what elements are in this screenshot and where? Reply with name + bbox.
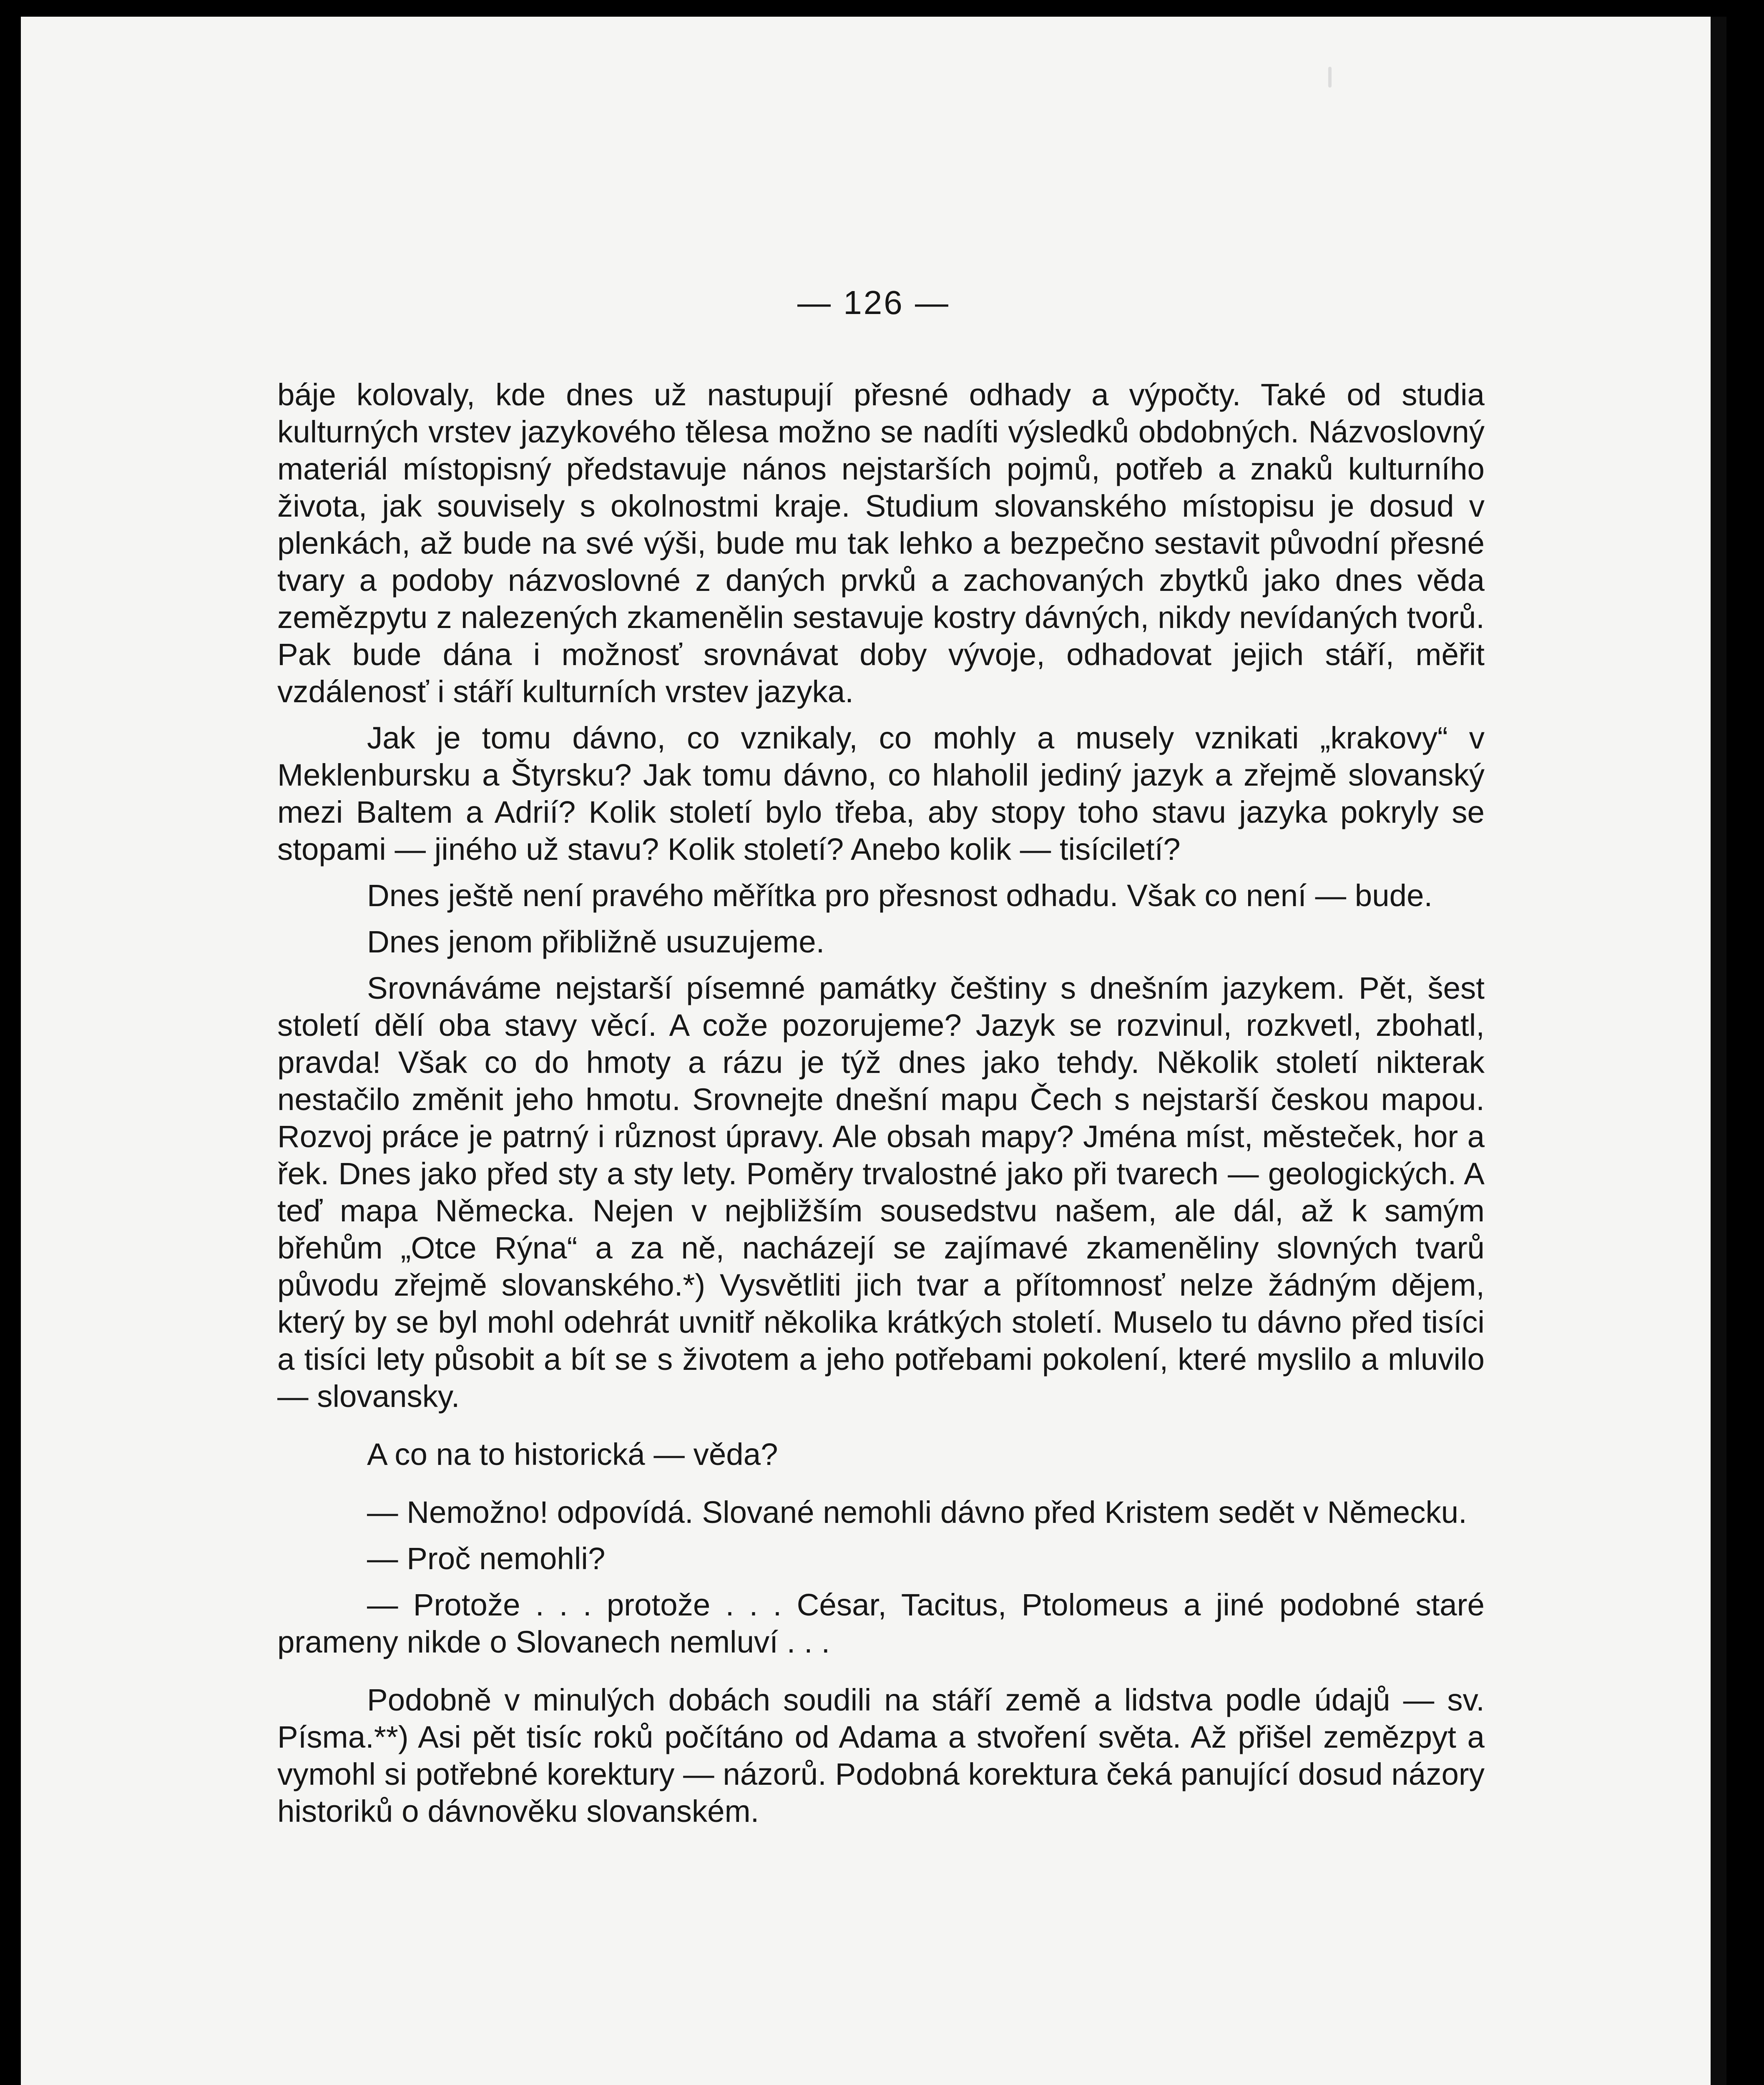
paragraph: Jak je tomu dávno, co vznikaly, co mohly a musely vznikati „krakovy“ v Meklenbursku a Štyrsku? Jak tomu dávno, co hlaholil jediný jazyk a zřejmě slovanský mezi Baltem a Adrií? Kolik století bylo třeba, aby stopy toho stavu jazyka pokryly se stopami — jiného už stavu? Kolik století? Anebo kolik — tisíciletí? (277, 721, 1485, 867)
paragraph: — Nemožno! odpovídá. Slované nemohli dávno před Kristem sedět v Německu. (367, 1495, 1467, 1530)
paragraph: báje kolovaly, kde dnes už nastupují přesné odhady a výpočty. Také od studia kulturných vrstev jazykového tělesa možno se nadíti výsledků obdobných. Názvoslovný materiál místopisný představuje nános nejstarších pojmů, potřeb a znaků kulturního života, jak souvisely s okolnostmi kraje. Studium slovanského místopisu je dosud v plenkách, až bude na své výši, bude mu tak lehko a bezpečno sestavit původní přesné tvary a podoby názvoslovné z daných prvků a zachovaných zbytků jako dnes věda zemězpytu z nalezených zkamenělin sestavuje kostry dávných, nikdy nevídaných tvorů. Pak bude dána i možnosť srovnávat doby vývoje, odhadovat jejich stáří, měřit vzdálenosť i stáří kulturních vrstev jazyka. (277, 377, 1485, 709)
paragraph: Srovnáváme nejstarší písemné památky češtiny s dnešním jazykem. Pět, šest století dělí oba stavy věcí. A cože pozorujeme? Jazyk se rozvinul, rozkvetl, zbohatl, pravda! Však co do hmoty a rázu je týž dnes jako tehdy. Několik století nikterak nestačilo změnit jeho hmotu. Srovnejte dnešní mapu Čech s nejstarší českou mapou. Rozvoj práce je patrný i různost úpravy. Ale obsah mapy? Jména míst, městeček, hor a řek. Dnes jako před sty a sty lety. Poměry trvalostné jako při tvarech — geologických. A teď mapa Německa. Nejen v nejbližším sousedstvu našem, ale dál, až k samým břehům „Otce Rýna“ a za ně, nacházejí se zajímavé zkameněliny slovných tvarů původu zřejmě slovanského.*) Vysvětliti jich tvar a přítomnosť nelze žádným dějem, který by se byl mohl odehrát uvnitř několika krátkých století. Muselo tu dávno před tisíci a tisíci lety působit a bít se s životem a jeho potřebami pokolení, které myslilo a mluvilo — slovansky. (277, 971, 1485, 1414)
paragraph: — Protože . . . protože . . . César, Tacitus, Ptolomeus a jiné podobné staré prameny nikde o Slovanech nemluví . . . (277, 1588, 1485, 1659)
scanned-page (21, 17, 1726, 2085)
binding-shadow (1711, 17, 1726, 2085)
paragraph: A co na to historická — věda? (367, 1437, 778, 1472)
paragraph: Podobně v minulých dobách soudili na stáří země a lidstva podle údajů — sv. Písma.**) Asi pět tisíc roků počítáno od Adama a stvoření světa. Až přišel zemězpyt a vymohl si potřebné korektury — názorů. Podobná korektura čeká panující dosud názory historiků o dávnověku slovanském. (277, 1683, 1485, 1829)
paragraph: Dnes ještě není pravého měřítka pro přesnost odhadu. Však co není — bude. (367, 878, 1433, 913)
page-number: — 126 — (797, 284, 950, 321)
paragraph: Dnes jenom přibližně usuzujeme. (367, 924, 825, 959)
body-text (277, 376, 1485, 1830)
paragraph: — Proč nemohli? (367, 1541, 606, 1576)
scan-mark (1328, 67, 1332, 88)
